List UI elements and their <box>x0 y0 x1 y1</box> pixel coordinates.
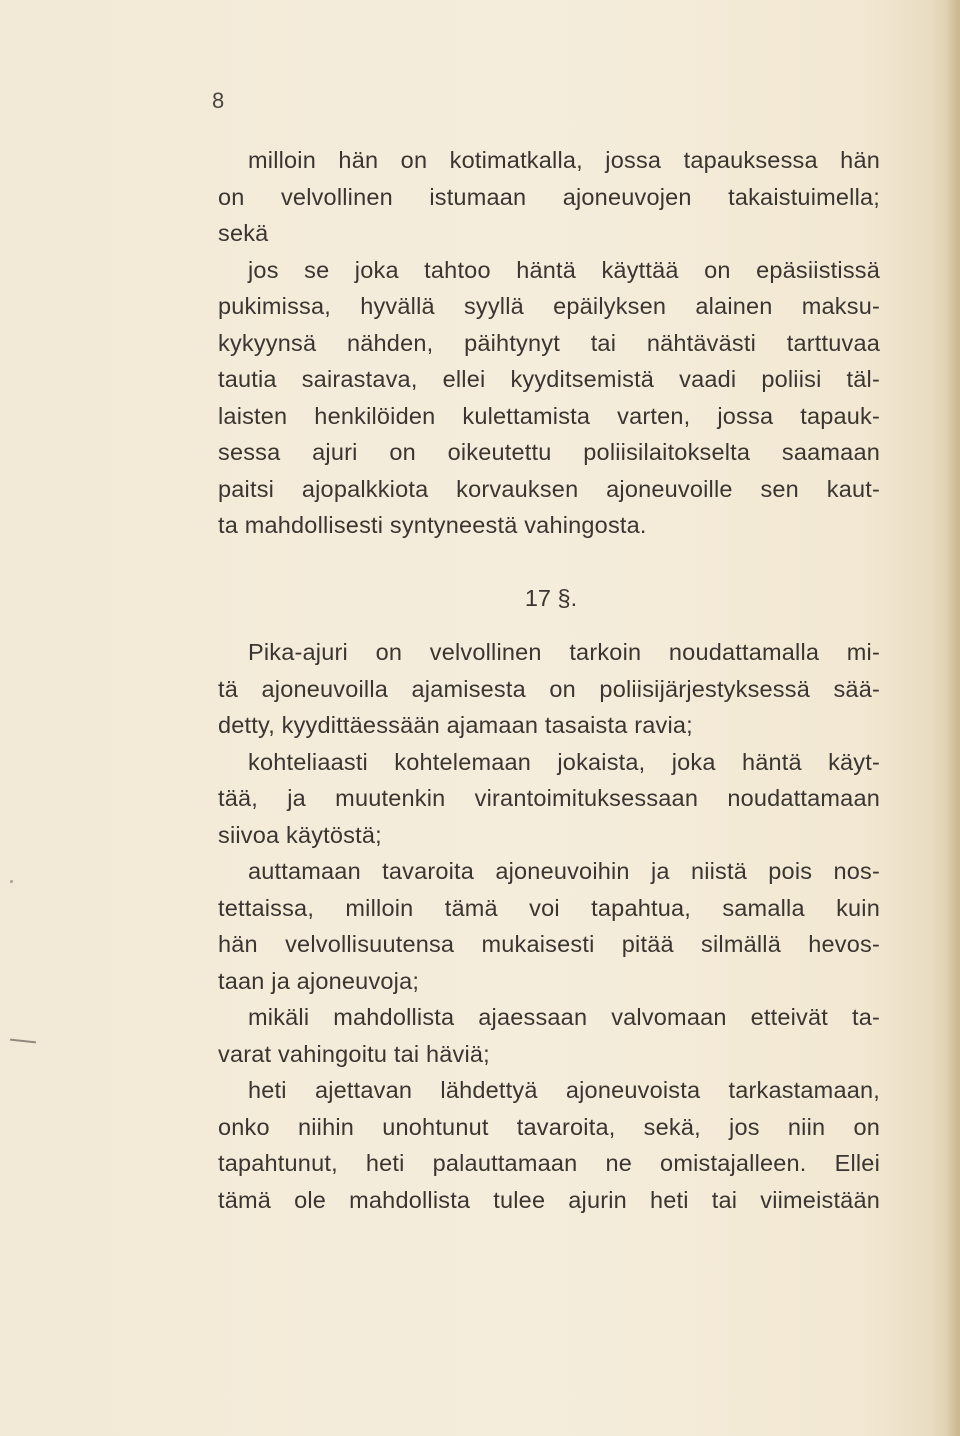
text-line: tapahtunut, heti palauttamaan ne omistajalleen. Ellei <box>218 1150 880 1176</box>
text-line: Pika-ajuri on velvollinen tarkoin noudattamalla mi- <box>248 639 880 665</box>
page-edge-shadow <box>946 0 960 1436</box>
text-line: mikäli mahdollista ajaessaan valvomaan etteivät ta- <box>248 1004 880 1030</box>
text-line: ta mahdollisesti syntyneestä vahingosta. <box>218 512 647 538</box>
text-line: jos se joka tahtoo häntä käyttää on epäsiistissä <box>248 256 880 283</box>
text-line: tä ajoneuvoilla ajamisesta on poliisijärjestyksessä sää- <box>218 675 880 702</box>
text-line: kykyynsä nähden, päihtynyt tai nähtävästi tarttuvaa <box>218 329 880 356</box>
text-line: detty, kyydittäessään ajamaan tasaista ravia; <box>218 712 693 738</box>
text-line: taan ja ajoneuvoja; <box>218 967 420 994</box>
margin-mark-dot <box>10 880 13 883</box>
text-line: tautia sairastava, ellei kyyditsemistä vaadi poliisi täl- <box>218 366 880 392</box>
text-line: auttamaan tavaroita ajoneuvoihin ja niistä pois nos- <box>248 858 880 884</box>
text-line: sessa ajuri on oikeutettu poliisilaitokselta saamaan <box>218 439 880 465</box>
text-line: paitsi ajopalkkiota korvauksen ajoneuvoille sen kaut- <box>218 475 880 502</box>
paragraph-2 <box>218 634 880 1218</box>
text-line: tää, ja muutenkin virantoimituksessaan noudattamaan <box>218 785 880 811</box>
text-line: on velvollinen istumaan ajoneuvojen takaistuimella; <box>218 183 880 210</box>
text-line: siivoa käytöstä; <box>218 821 382 848</box>
text-line: sekä <box>218 220 269 246</box>
body-text <box>218 142 880 1218</box>
text-line: pukimissa, hyvällä syyllä epäilyksen alainen maksu- <box>218 293 880 319</box>
section-heading: 17 §. <box>524 584 578 611</box>
page-number: 8 <box>212 88 225 113</box>
margin-mark-dash <box>10 1039 36 1044</box>
text-line: hän velvollisuutensa mukaisesti pitää silmällä hevos- <box>218 931 880 957</box>
text-line: kohteliaasti kohtelemaan jokaista, joka häntä käyt- <box>248 748 880 775</box>
text-line: laisten henkilöiden kulettamista varten, jossa tapauk- <box>218 402 880 429</box>
text-line: varat vahingoitu tai häviä; <box>218 1040 490 1067</box>
text-line: onko niihin unohtunut tavaroita, sekä, jos niin on <box>218 1113 880 1140</box>
text-line: tämä ole mahdollista tulee ajurin heti tai viimeistään <box>218 1186 880 1213</box>
text-line: milloin hän on kotimatkalla, jossa tapauksessa hän <box>248 147 880 173</box>
paragraph-1 <box>218 142 880 544</box>
text-line: tettaissa, milloin tämä voi tapahtua, samalla kuin <box>218 894 880 921</box>
text-line: heti ajettavan lähdettyä ajoneuvoista tarkastamaan, <box>248 1077 880 1103</box>
